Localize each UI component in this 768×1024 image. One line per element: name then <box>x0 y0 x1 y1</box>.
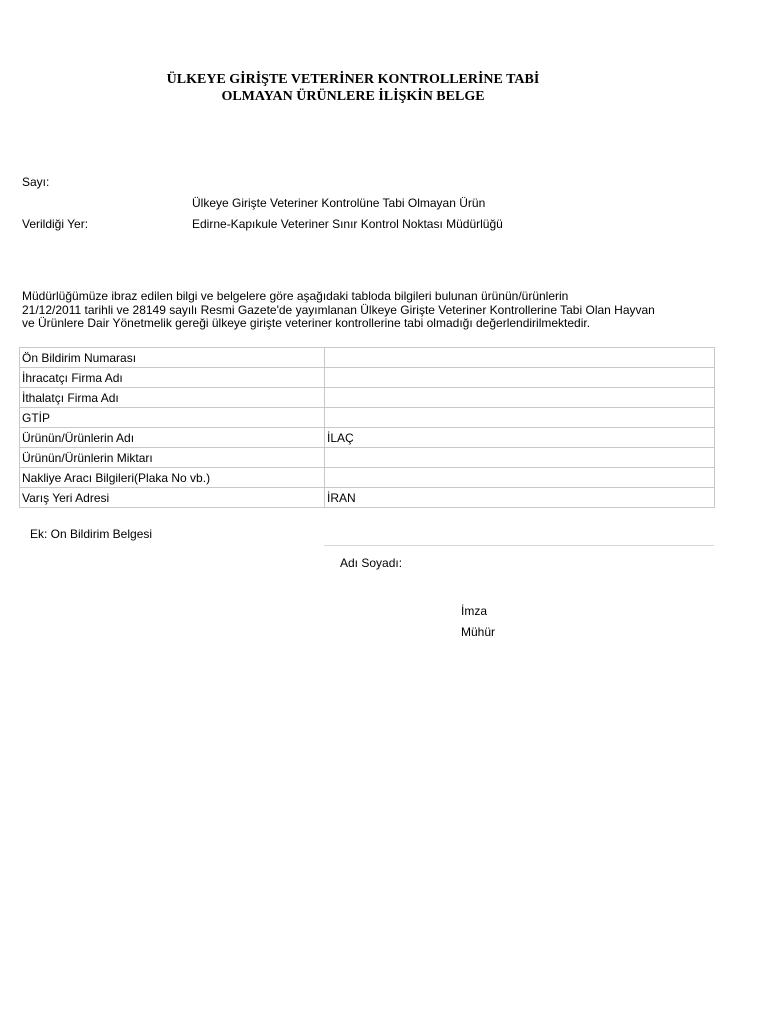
table-row <box>20 348 715 368</box>
row-label: Ürünün/Ürünlerin Miktarı <box>20 448 325 468</box>
seal-label: Mühür <box>461 625 496 639</box>
table-row <box>20 468 715 488</box>
table-row <box>20 408 715 428</box>
table-row <box>20 428 715 448</box>
sayi-label: Sayı: <box>22 175 50 189</box>
attachment-note: Ek: On Bildirim Belgesi <box>30 527 153 541</box>
table-row <box>20 488 715 508</box>
row-value <box>325 468 715 488</box>
row-value: İLAÇ <box>325 428 715 448</box>
row-value <box>325 448 715 468</box>
row-value <box>325 368 715 388</box>
row-value <box>325 388 715 408</box>
row-label: Ön Bildirim Numarası <box>20 348 325 368</box>
title-line-2: OLMAYAN ÜRÜNLERE İLİŞKİN BELGE <box>221 89 485 104</box>
row-label: İthalatçı Firma Adı <box>20 388 325 408</box>
row-value <box>325 408 715 428</box>
signature-divider <box>324 545 714 546</box>
row-label: İhracatçı Firma Adı <box>20 368 325 388</box>
table-row <box>20 448 715 468</box>
table-row <box>20 368 715 388</box>
document-subject: Ülkeye Girişte Veteriner Kontrolüne Tabi Olmayan Ürün <box>192 196 486 210</box>
row-label: GTİP <box>20 408 325 428</box>
name-label: Adı Soyadı: <box>340 556 403 570</box>
row-label: Varış Yeri Adresi <box>20 488 325 508</box>
verildigi-yer-value: Edirne-Kapıkule Veteriner Sınır Kontrol Noktası Müdürlüğü <box>192 217 503 231</box>
row-value: İRAN <box>325 488 715 508</box>
table-row <box>20 388 715 408</box>
row-value <box>325 348 715 368</box>
verildigi-yer-label: Verildiği Yer: <box>22 217 89 231</box>
row-label: Nakliye Aracı Bilgileri(Plaka No vb.) <box>20 468 325 488</box>
signature-label: İmza <box>461 604 488 618</box>
product-info-table <box>19 347 715 508</box>
title-line-1: ÜLKEYE GİRİŞTE VETERİNER KONTROLLERİNE TABİ <box>166 72 540 87</box>
row-label: Ürünün/Ürünlerin Adı <box>20 428 325 448</box>
body-paragraph: Müdürlüğümüze ibraz edilen bilgi ve belgelere göre aşağıdaki tabloda bilgileri bulunan ürünün/ürünlerin 21/12/2011 tarihli ve 28149 sayılı Resmi Gazete'de yayımlanan Ülkeye Girişte Veteriner Kontrollerine Tabi Olan Hayvan ve Ürünlere Dair Yönetmelik gereği ülkeye girişte veteriner kontrollerine tabi olmadığı değerlendirilmektedir. <box>22 289 655 330</box>
document-title <box>0 71 706 105</box>
